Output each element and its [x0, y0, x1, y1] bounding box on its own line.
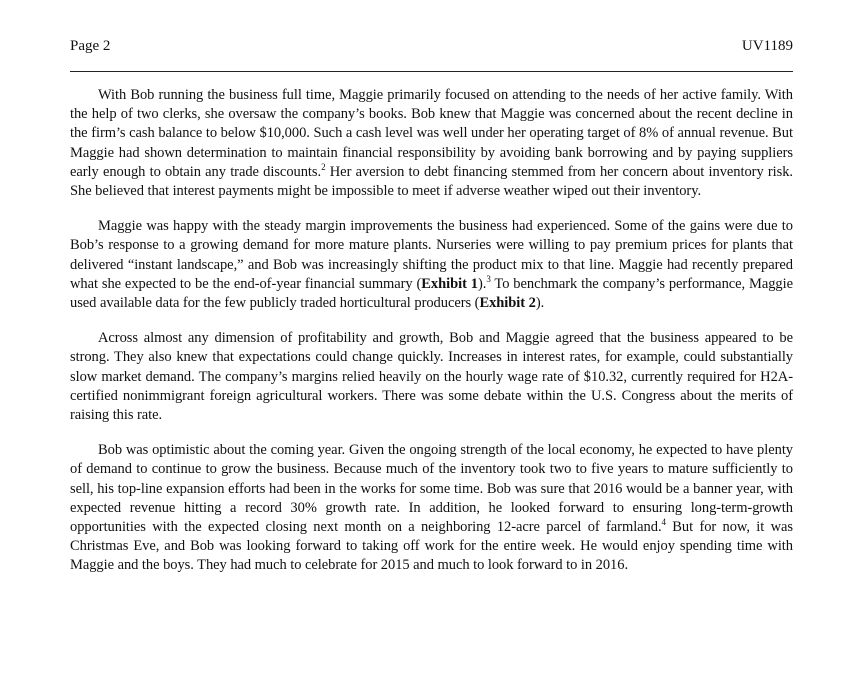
paragraph-4: [70, 441, 793, 575]
paragraph-2: [70, 217, 793, 313]
paragraph-2-text-a: Maggie was happy with the steady margin improvements the business had experienced. Some of the gains were due to Bob’s response to a growing demand for more mature plants. Nurseries were willing to pay premium prices for plants that delivered “instant landscape,” and Bob was increasingly shifting the product mix to that line. Maggie had recently prepared what she expected to be the end-of-year financial summary (: [70, 218, 793, 292]
page-header: [70, 36, 793, 58]
document-body: [70, 86, 793, 576]
paragraph-2-text-c: To benchmark the company’s performance, Maggie used available data for the few publicly traded horticultural producers (: [70, 275, 793, 312]
exhibit-2-ref: Exhibit 2: [479, 295, 536, 312]
paragraph-1: [70, 86, 793, 201]
exhibit-1-ref: Exhibit 1: [421, 275, 478, 292]
document-page: [70, 36, 793, 592]
footnote-ref-3: 3: [486, 274, 491, 284]
paragraph-1-text-b: Her aversion to debt financing stemmed from her concern about inventory risk. She believed that interest payments might be impossible to meet if adverse weather wiped out their inventory.: [70, 163, 794, 200]
paragraph-3-text: Across almost any dimension of profitability and growth, Bob and Maggie agreed that the business appeared to be strong. They also knew that expectations could change quickly. Increases in interest rates, for example, could substantially slow market demand. The company’s margins relied heavily on the hourly wage rate of $10.32, currently required for H2A-certified nonimmigrant foreign agricultural workers. There was some debate within the U.S. Congress about the merits of raising this rate.: [70, 330, 793, 424]
footnote-ref-4: 4: [661, 517, 666, 528]
header-divider: [70, 71, 793, 72]
page-number: Page 2: [70, 38, 111, 54]
paragraph-2-text-b: ).: [477, 275, 487, 292]
paragraph-4-text-a: Bob was optimistic about the coming year. Given the ongoing strength of the local economy, he expected to have plenty of demand to continue to grow the business. Because much of the inventory took two to five years to mature sufficiently to sell, his top-line expansion efforts had been in the works for some time. Bob was sure that 2016 would be a banner year, with expected revenue hitting a record 30% growth rate. In addition, he looked forward to ensuring long-term-growth opportunities with the expected closing next month on a neighboring 12-acre parcel of farmland.: [70, 442, 793, 536]
case-id: UV1189: [741, 38, 793, 54]
paragraph-3: [70, 329, 793, 425]
footnote-ref-2: 2: [321, 161, 326, 172]
paragraph-4-text-b: But for now, it was Christmas Eve, and Bob was looking forward to taking off work for the entire week. He would enjoy spending time with Maggie and the boys. They had much to celebrate for 2015 and much to look forward to in 2016.: [70, 519, 793, 574]
paragraph-2-text-d: ).: [535, 295, 545, 312]
paragraph-1-text-a: With Bob running the business full time, Maggie primarily focused on attending to the needs of her active family. With the help of two clerks, she oversaw the company’s books. Bob knew that Maggie was concerned about the recent decline in the firm’s cash balance to below $10,000. Such a cash level was well under her operating target of 8% of annual revenue. But Maggie had shown determination to maintain financial responsibility by avoiding bank borrowing and by paying suppliers early enough to obtain any trade discounts.: [70, 87, 793, 180]
